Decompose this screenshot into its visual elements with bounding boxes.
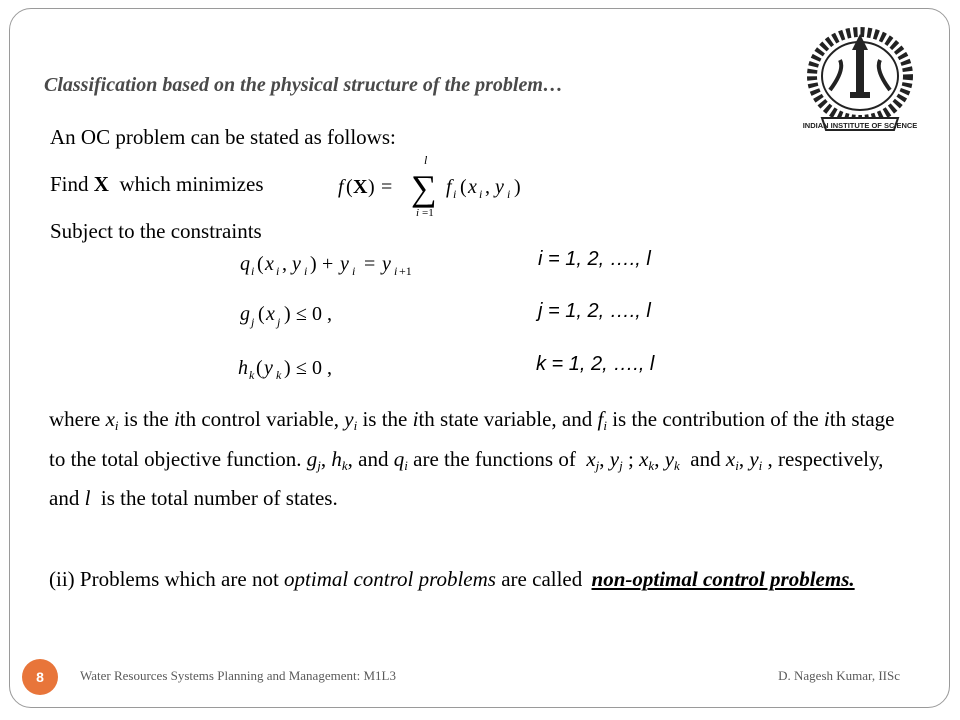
range-i: i = 1, 2, …., l bbox=[538, 248, 651, 270]
explanation-paragraph: where $x_i$ is the ith control variable, $y_i$ is the ith state variable, and $f_i$ is the contribution of the ith stage to the total objective function. $g_j$, $h_k$, and $q_i$ are the functions of $x_j$, $y_j$ ; $x_k$, $y_k$ and $x_i$, $y_i$ , respectively, and l is the total number of states. bbox=[49, 407, 895, 510]
svg-text:=: = bbox=[364, 253, 376, 275]
item-ii: (ii) Problems which are not optimal control problems are called non-optimal control problems. bbox=[49, 567, 855, 591]
svg-text:): ) bbox=[284, 303, 291, 325]
svg-text:k: k bbox=[276, 368, 282, 382]
svg-text:=1: =1 bbox=[422, 207, 434, 219]
svg-text:i: i bbox=[479, 187, 483, 201]
svg-text:i: i bbox=[352, 264, 356, 278]
svg-text:,: , bbox=[282, 253, 287, 275]
svg-text:(: ( bbox=[258, 303, 265, 325]
subject-line: Subject to the constraints bbox=[50, 219, 262, 243]
slide-heading: Classification based on the physical structure of the problem… bbox=[44, 74, 563, 96]
intro-line: An OC problem can be stated as follows: bbox=[50, 125, 396, 149]
logo-text: INDIAN INSTITUTE OF SCIENCE bbox=[802, 121, 918, 130]
svg-text:(: ( bbox=[460, 176, 467, 198]
svg-text:i: i bbox=[251, 264, 255, 278]
svg-text:+1: +1 bbox=[399, 264, 412, 278]
svg-text:=: = bbox=[381, 176, 393, 198]
svg-text:k: k bbox=[249, 368, 255, 382]
svg-text:): ) bbox=[310, 253, 317, 275]
svg-text:X: X bbox=[353, 176, 368, 198]
svg-text:i: i bbox=[507, 187, 511, 201]
svg-text:(: ( bbox=[256, 357, 263, 379]
constraint-g bbox=[240, 298, 380, 339]
svg-text:j: j bbox=[251, 315, 255, 329]
constraint-h bbox=[238, 350, 378, 391]
svg-text:f: f bbox=[338, 176, 344, 198]
svg-text:l: l bbox=[424, 153, 428, 167]
svg-text:(: ( bbox=[257, 253, 264, 275]
svg-text:i: i bbox=[416, 207, 420, 219]
iisc-logo bbox=[800, 20, 922, 140]
svg-text:q: q bbox=[240, 253, 250, 275]
svg-text:i: i bbox=[453, 187, 457, 201]
svg-text:g: g bbox=[240, 303, 250, 325]
find-line: Find X which minimizes bbox=[50, 172, 264, 196]
svg-text:+: + bbox=[322, 253, 334, 275]
svg-text:i: i bbox=[304, 264, 308, 278]
objective-formula bbox=[336, 150, 536, 225]
svg-text:(: ( bbox=[346, 176, 353, 198]
footer-course: Water Resources Systems Planning and Management: M1L3 bbox=[80, 668, 396, 683]
constraint-q bbox=[240, 246, 460, 287]
svg-text:≤ 0 ,: ≤ 0 , bbox=[296, 357, 332, 379]
svg-text:x: x bbox=[265, 253, 274, 275]
page-number-badge: 8 bbox=[22, 659, 58, 695]
footer-author: D. Nagesh Kumar, IISc bbox=[778, 668, 900, 683]
svg-text:j: j bbox=[277, 315, 281, 329]
svg-text:y: y bbox=[495, 176, 504, 198]
svg-text:i: i bbox=[394, 264, 398, 278]
svg-text:): ) bbox=[284, 357, 291, 379]
svg-text:x: x bbox=[468, 176, 477, 198]
svg-text:): ) bbox=[514, 176, 521, 198]
svg-text:y: y bbox=[382, 253, 391, 275]
svg-text:h: h bbox=[238, 357, 248, 379]
svg-text:i: i bbox=[276, 264, 280, 278]
range-k: k = 1, 2, …., l bbox=[536, 353, 655, 375]
svg-text:): ) bbox=[368, 176, 375, 198]
range-j: j = 1, 2, …., l bbox=[538, 300, 651, 322]
svg-text:x: x bbox=[266, 303, 275, 325]
svg-text:,: , bbox=[485, 176, 490, 198]
svg-text:y: y bbox=[292, 253, 301, 275]
svg-text:f: f bbox=[446, 176, 452, 198]
svg-text:y: y bbox=[264, 357, 273, 379]
svg-text:∑: ∑ bbox=[411, 168, 437, 208]
svg-text:y: y bbox=[340, 253, 349, 275]
svg-text:≤ 0 ,: ≤ 0 , bbox=[296, 303, 332, 325]
